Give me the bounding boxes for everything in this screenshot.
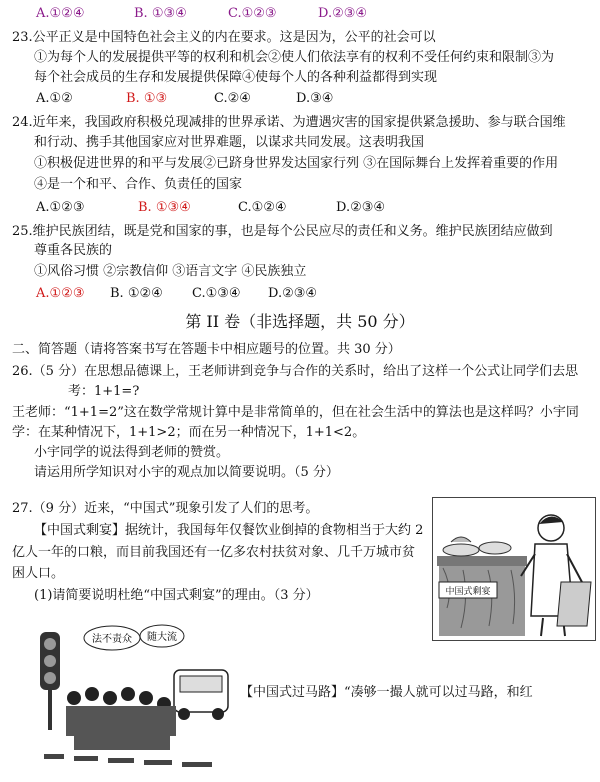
- q27-line5: (1)请简要说明杜绝“中国式剩宴”的理由。（3 分）: [34, 588, 319, 603]
- q26-line1: 26.（5 分）在思想品德课上，王老师讲到竞争与合作的关系时，给出了这样一个公式让同学们去思: [12, 364, 579, 379]
- q25-option-b: B. ①②④: [110, 286, 163, 301]
- q27-line4: 困人口。: [12, 566, 65, 581]
- q23-line3: 每个社会成员的生存和发展提供保障④使每个人的各种利益都得到实现: [34, 70, 438, 85]
- q24-line3: ①积极促进世界的和平与发展②已跻身世界发达国家行列 ③在国际舞台上发挥着重要的作用: [34, 156, 559, 171]
- q23-option-a: A.①②: [36, 91, 73, 106]
- q23-stem: 23.公平正义是中国特色社会主义的内在要求。这是因为，公平的社会可以: [12, 30, 436, 45]
- q26-line6: 请运用所学知识对小宇的观点加以简要说明。（5 分）: [34, 465, 339, 480]
- q22-option-d: D.②③④: [318, 6, 368, 21]
- q24-option-d: D.②③④: [336, 200, 386, 215]
- q24-stem: 24.近年来，我国政府积极兑现减排的世界承诺、为遭遇灾害的国家提供紧急援助、参与联合国维: [12, 115, 566, 130]
- part2-heading: 二、简答题（请将答案书写在答题卡中相应题号的位置。共 30 分）: [12, 342, 401, 357]
- q23-option-c: C.②④: [214, 91, 251, 106]
- q27-line1: 27.（9 分）近来，“中国式”现象引发了人们的思考。: [12, 501, 319, 516]
- q23-option-b: B. ①③: [126, 91, 168, 106]
- q25-option-c: C.①③④: [192, 286, 241, 301]
- q26-line2: 考：1+1=?: [68, 384, 140, 399]
- crossing-drawing: [34, 614, 236, 778]
- q22-option-c: C.①②③: [228, 6, 277, 21]
- bubble-text-1: 法不责众: [92, 634, 132, 645]
- q27-line3: 亿人一年的口粮，而目前我国还有一亿多农村扶贫对象、几千万城市贫: [12, 545, 416, 560]
- q23-option-d: D.③④: [296, 91, 334, 106]
- q22-option-b: B. ①③④: [134, 6, 187, 21]
- q27-line2: 【中国式剩宴】据统计，我国每年仅餐饮业倒掉的食物相当于大约 2: [34, 523, 424, 538]
- q27-line6: 【中国式过马路】“凑够一撮人就可以过马路，和红: [240, 685, 533, 700]
- q25-stem: 25.维护民族团结，既是党和国家的事，也是每个公民应尽的责任和义务。维护民族团结应做到: [12, 224, 553, 239]
- q24-line4: ④是一个和平、合作、负责任的国家: [34, 177, 243, 192]
- q24-option-a: A.①②③: [36, 200, 85, 215]
- section-title: 第 II 卷（非选择题，共 50 分）: [185, 312, 415, 331]
- q26-line3: 王老师：“1+1=2”这在数学常规计算中是非常简单的，但在社会生活中的算法也是这样吗？小宇同: [12, 405, 579, 420]
- leftover-banquet-cartoon: [432, 497, 596, 641]
- q22-option-a: A.①②④: [36, 6, 85, 21]
- q25-option-a: A.①②③: [36, 286, 85, 301]
- q24-option-c: C.①②④: [238, 200, 287, 215]
- q25-line3: ①风俗习惯 ②宗教信仰 ③语言文字 ④民族独立: [34, 264, 307, 279]
- q25-line2: 尊重各民族的: [34, 243, 113, 258]
- q26-line4: 学：在某种情况下，1+1>2；而在另一种情况下，1+1<2。: [12, 425, 366, 440]
- q25-option-d: D.②③④: [268, 286, 318, 301]
- q24-option-b: B. ①③④: [138, 200, 191, 215]
- cartoon-drawing: [433, 498, 595, 640]
- cartoon-sign-text: 中国式剩宴: [445, 587, 491, 597]
- q24-line2: 和行动、携手其他国家应对世界难题，以谋求共同发展。这表明我国: [34, 135, 425, 150]
- bubble-text-2: 随大流: [147, 632, 177, 643]
- road-crossing-cartoon: [34, 614, 236, 778]
- q26-line5: 小宇同学的说法得到老师的赞赏。: [34, 445, 230, 460]
- q23-line2: ①为每个人的发展提供平等的权利和机会②使人们依法享有的权利不受任何约束和限制③为: [34, 50, 555, 65]
